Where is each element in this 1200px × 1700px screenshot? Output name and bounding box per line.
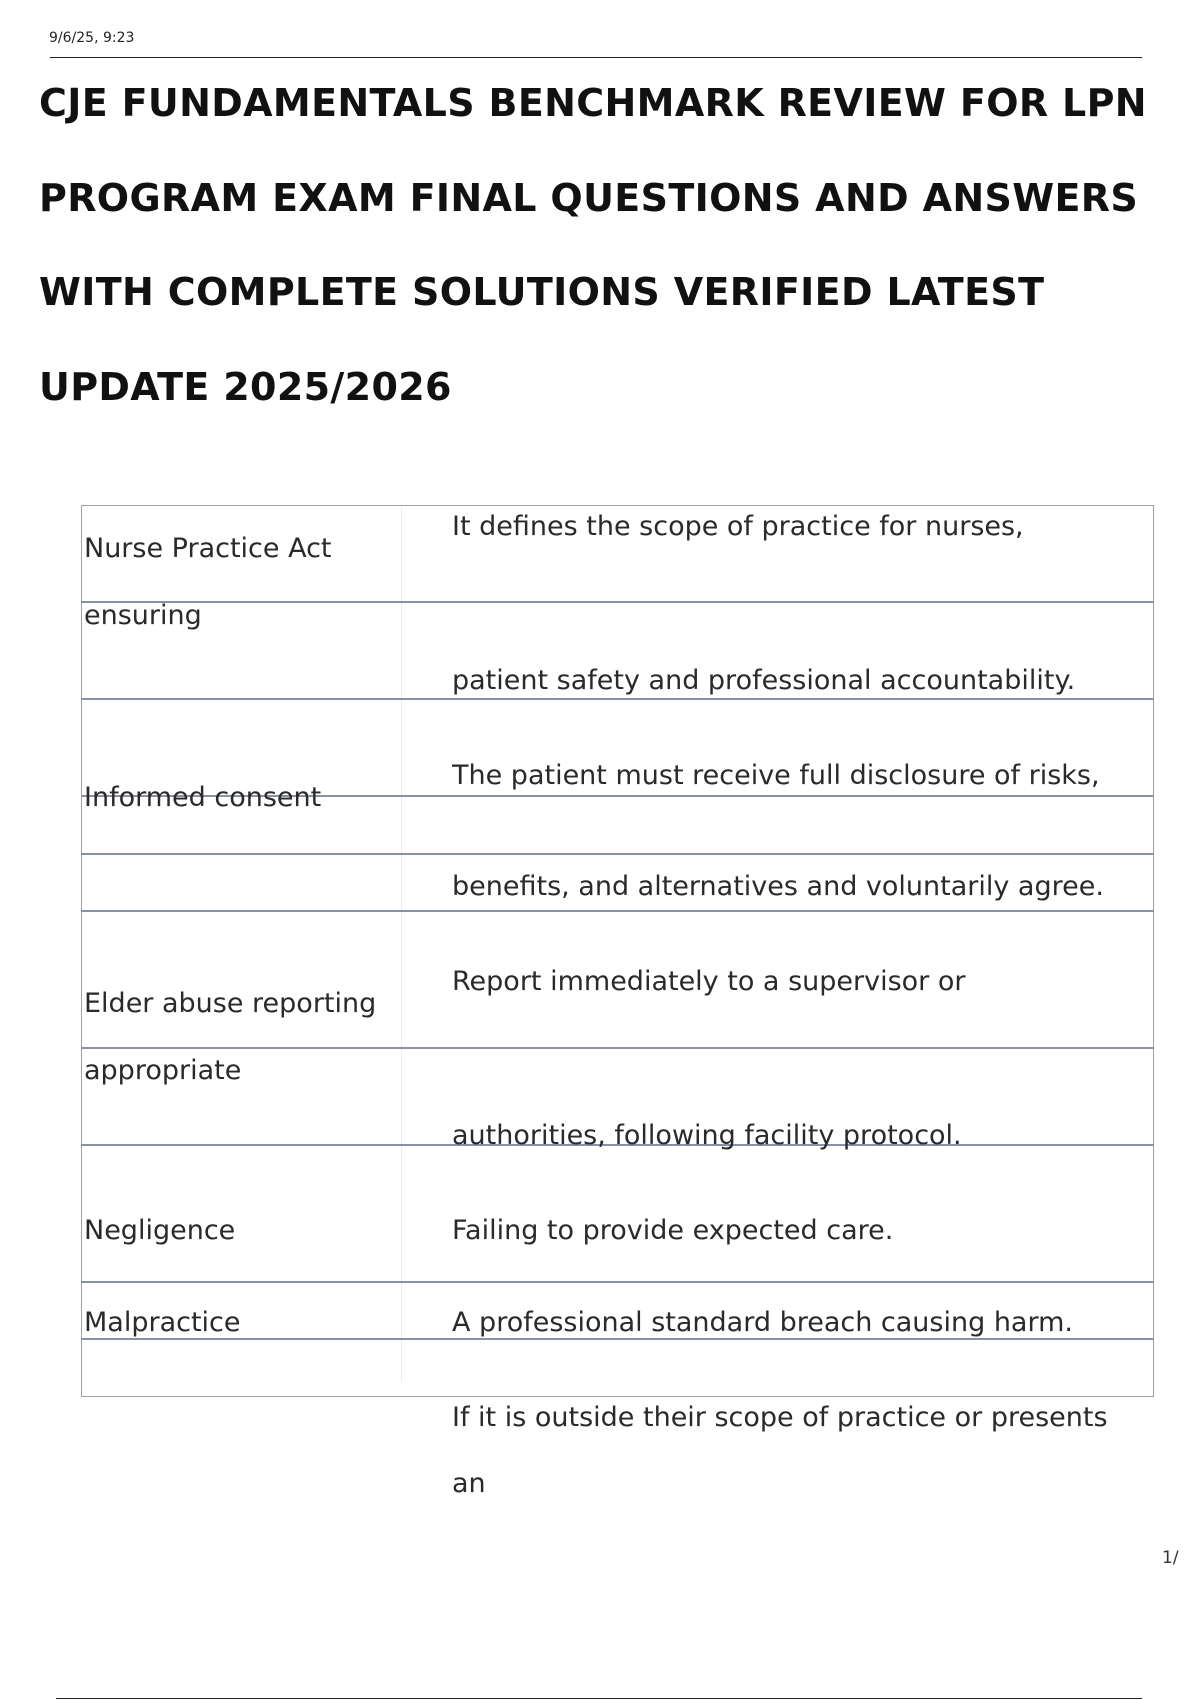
row-divider <box>81 601 1154 603</box>
term-cell: Malpractice <box>84 1307 241 1338</box>
overflow-text-line: an <box>452 1468 486 1499</box>
row-divider <box>81 1281 1154 1283</box>
print-timestamp: 9/6/25, 9:23 <box>49 30 135 46</box>
qa-table <box>81 505 1154 1397</box>
definition-cell: authorities, following facility protocol. <box>452 1120 962 1151</box>
definition-cell: Failing to provide expected care. <box>452 1215 894 1246</box>
definition-cell: benefits, and alternatives and voluntarily agree. <box>452 871 1104 902</box>
term-cell: ensuring <box>84 600 202 631</box>
footer-rule <box>56 1698 1142 1699</box>
term-cell: Elder abuse reporting <box>84 988 377 1019</box>
column-divider <box>401 507 402 1382</box>
row-divider <box>81 853 1154 855</box>
definition-cell: A professional standard breach causing harm. <box>452 1307 1073 1338</box>
term-cell: Negligence <box>84 1215 236 1246</box>
document-title: CJE FUNDAMENTALS BENCHMARK REVIEW FOR LPN PROGRAM EXAM FINAL QUESTIONS AND ANSWERS WITH COMPLETE SOLUTIONS VERIFIED LATEST UPDATE 2025/2026 <box>39 81 1147 409</box>
definition-cell: patient safety and professional accountability. <box>452 665 1076 696</box>
row-divider <box>81 698 1154 700</box>
term-cell: Nurse Practice Act <box>84 533 332 564</box>
page-number: 1/ <box>1162 1548 1179 1568</box>
term-cell: appropriate <box>84 1055 242 1086</box>
row-divider <box>81 910 1154 912</box>
row-divider <box>81 1047 1154 1049</box>
definition-cell: It defines the scope of practice for nurses, <box>452 511 1024 542</box>
overflow-text-line: If it is outside their scope of practice or presents <box>452 1402 1108 1433</box>
definition-cell: Report immediately to a supervisor or <box>452 966 966 997</box>
definition-cell: The patient must receive full disclosure of risks, <box>452 760 1100 791</box>
term-cell: Informed consent <box>84 782 322 813</box>
